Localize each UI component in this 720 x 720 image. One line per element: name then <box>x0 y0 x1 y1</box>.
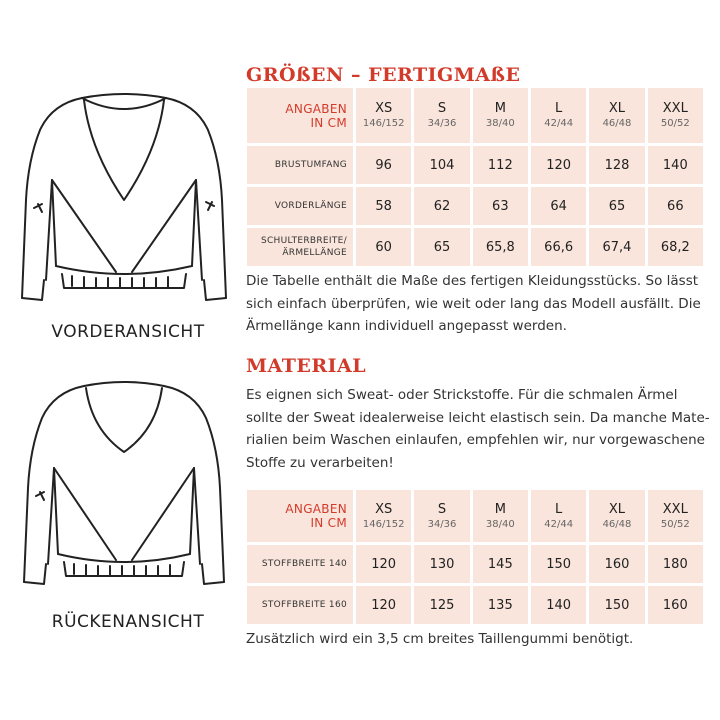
size-range: 38/40 <box>485 118 515 129</box>
table-cell: 112 <box>473 146 528 184</box>
table-cell: 150 <box>589 586 644 624</box>
back-view-label: RÜCKENANSICHT <box>51 612 205 632</box>
material-title: MATERIAL <box>246 355 367 377</box>
size-column-header <box>531 88 586 143</box>
sizes-title: GRÖßEN – FERTIGMAßE <box>246 64 521 86</box>
table-cell: 140 <box>648 146 703 184</box>
table-cell: 120 <box>531 146 586 184</box>
size-name: XXL <box>662 101 688 116</box>
note-line: Ärmellänge kann individuell angepasst werden. <box>246 318 567 334</box>
back-view-illustration <box>12 360 237 600</box>
size-column-header <box>589 490 644 542</box>
front-view-illustration <box>12 70 237 320</box>
table-cell: 125 <box>414 586 469 624</box>
size-column-header <box>589 88 644 143</box>
material-text-line: Es eignen sich Sweat- oder Strickstoffe. Für die schmalen Ärmel <box>246 387 678 403</box>
size-name: L <box>555 101 563 116</box>
size-name: M <box>494 101 506 116</box>
size-range: 34/36 <box>427 518 457 530</box>
table-row <box>247 586 703 624</box>
corner-line-1: ANGABEN <box>285 502 347 516</box>
size-name: XS <box>375 501 393 517</box>
size-range: 42/44 <box>544 118 574 129</box>
table-cell: 128 <box>589 146 644 184</box>
size-range: 42/44 <box>544 518 574 530</box>
size-column-header <box>473 88 528 143</box>
table-row <box>247 187 703 225</box>
row-label-line-1: SCHULTERBREITE/ <box>260 236 347 246</box>
table-cell: 68,2 <box>648 228 703 266</box>
size-range: 34/36 <box>427 118 457 129</box>
row-label: STOFFBREITE 160 <box>247 586 353 624</box>
size-column-header <box>473 490 528 542</box>
table-cell: 140 <box>531 586 586 624</box>
size-column-header <box>356 490 411 542</box>
table-corner <box>247 88 353 143</box>
corner-line-2: IN CM <box>310 516 347 530</box>
sizes-table <box>244 85 706 269</box>
size-range: 50/52 <box>660 118 690 129</box>
table-cell: 180 <box>648 545 703 583</box>
row-label: VORDERLÄNGE <box>247 187 353 225</box>
table-cell: 120 <box>356 586 411 624</box>
size-column-header <box>414 490 469 542</box>
table-row <box>247 545 703 583</box>
size-name: XS <box>375 101 393 116</box>
size-column-header <box>648 490 703 542</box>
table-cell: 65,8 <box>473 228 528 266</box>
size-name: XL <box>608 501 626 517</box>
table-cell: 62 <box>414 187 469 225</box>
size-name: L <box>555 501 563 517</box>
fabric-table <box>244 487 706 627</box>
table-cell: 65 <box>589 187 644 225</box>
note-line: sich einfach überprüfen, wie weit oder lang das Modell ausfällt. Die <box>246 295 701 312</box>
table-cell: 64 <box>531 187 586 225</box>
note-line: Die Tabelle enthält die Maße des fertigen Kleidungsstücks. So lässt <box>246 273 699 289</box>
table-cell: 130 <box>414 545 469 583</box>
table-cell: 67,4 <box>589 228 644 266</box>
size-range: 38/40 <box>485 518 515 530</box>
size-range: 50/52 <box>660 518 690 530</box>
table-cell: 60 <box>356 228 411 266</box>
size-name: S <box>437 101 447 116</box>
row-label: BRUSTUMFANG <box>247 146 353 184</box>
front-view-label: VORDERANSICHT <box>51 322 205 342</box>
material-text-line: Stoffe zu verarbeiten! <box>246 454 394 471</box>
table-cell: 66 <box>648 187 703 225</box>
row-label <box>247 228 353 266</box>
table-cell: 104 <box>414 146 469 184</box>
size-column-header <box>648 88 703 143</box>
table-cell: 150 <box>531 545 586 583</box>
table-header-row <box>247 490 703 542</box>
table-cell: 145 <box>473 545 528 583</box>
sizes-note <box>246 270 716 338</box>
size-range: 46/48 <box>602 118 632 129</box>
table-cell: 66,6 <box>531 228 586 266</box>
size-name: S <box>437 501 447 517</box>
size-range: 46/48 <box>602 518 632 530</box>
table-cell: 58 <box>356 187 411 225</box>
table-corner <box>247 490 353 542</box>
size-column-header <box>414 88 469 143</box>
size-name: XL <box>608 101 626 116</box>
table-cell: 63 <box>473 187 528 225</box>
material-text <box>246 384 716 474</box>
row-label: STOFFBREITE 140 <box>247 545 353 583</box>
size-column-header <box>356 88 411 143</box>
size-name: M <box>494 501 506 517</box>
size-column-header <box>531 490 586 542</box>
size-range: 146/152 <box>362 118 405 129</box>
material-footnote: Zusätzlich wird ein 3,5 cm breites Taillengummi benötigt. <box>246 631 634 647</box>
size-range: 146/152 <box>362 518 405 530</box>
table-row <box>247 228 703 266</box>
table-cell: 135 <box>473 586 528 624</box>
corner-line-1: ANGABEN <box>285 101 347 116</box>
size-name: XXL <box>662 501 688 517</box>
row-label-line-2: ÄRMELLÄNGE <box>282 248 347 258</box>
table-row <box>247 146 703 184</box>
material-text-line: rialien beim Waschen einlaufen, empfehlen wir, nur vorgewaschene <box>246 432 705 448</box>
table-cell: 120 <box>356 545 411 583</box>
table-cell: 160 <box>589 545 644 583</box>
corner-line-2: IN CM <box>310 115 347 130</box>
material-text-line: sollte der Sweat idealerweise leicht elastisch sein. Da manche Mate- <box>246 409 710 426</box>
table-cell: 65 <box>414 228 469 266</box>
table-cell: 96 <box>356 146 411 184</box>
table-header-row <box>247 88 703 143</box>
table-cell: 160 <box>648 586 703 624</box>
